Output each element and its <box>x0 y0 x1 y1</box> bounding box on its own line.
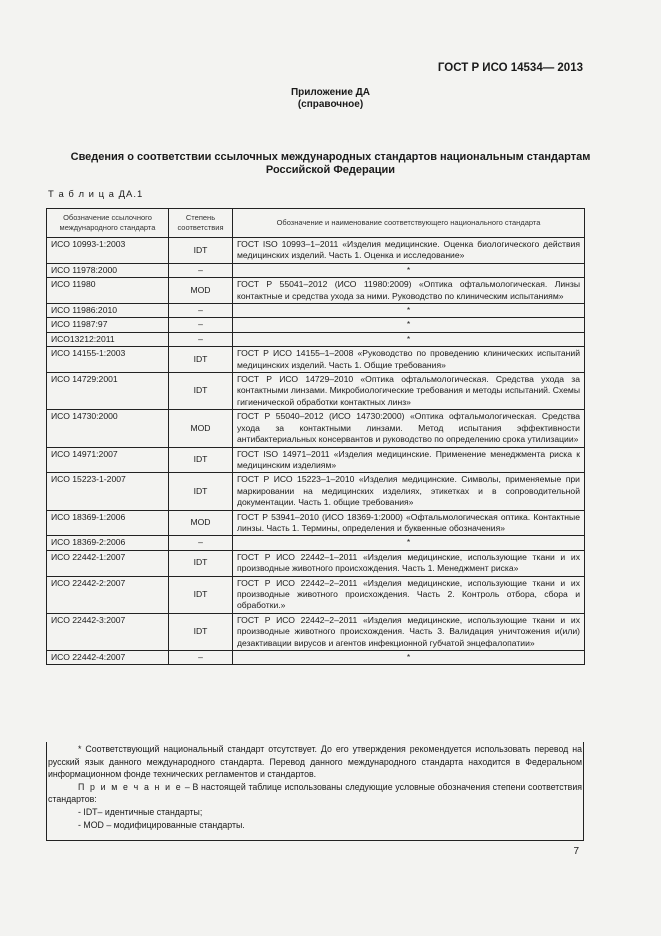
cell-international-standard: ИСО 22442-4:2007 <box>47 651 169 665</box>
cell-conformity-degree: IDT <box>169 447 233 473</box>
cell-national-standard: * <box>233 263 585 277</box>
cell-national-standard: * <box>233 536 585 550</box>
cell-national-standard: ГОСТ ISO 10993–1–2011 «Изделия медицинские. Оценка биологического действия медицинских изделий. Часть 1. Оценка и исследование» <box>233 238 585 264</box>
notes-border-bottom <box>46 840 584 841</box>
cell-conformity-degree: – <box>169 536 233 550</box>
table-row <box>47 318 585 332</box>
cell-conformity-degree: – <box>169 304 233 318</box>
table-row <box>47 373 585 410</box>
footnote: * Соответствующий национальный стандарт отсутствует. До его утверждения рекомендуется использовать перевод на русский язык данного международного стандарта. Перевод данного международного стандарта находится в Федеральном информационном фонде технических регламентов и стандартов. <box>48 744 582 780</box>
cell-international-standard: ИСО 11978:2000 <box>47 263 169 277</box>
cell-international-standard: ИСО 14729:2001 <box>47 373 169 410</box>
document-code: ГОСТ Р ИСО 14534— 2013 <box>437 62 583 74</box>
table-body <box>47 238 585 665</box>
cell-national-standard: ГОСТ Р ИСО 22442–2–2011 «Изделия медицинские, использующие ткани и их производные животного происхождения. Часть 3. Валидация уничтожения и(или) дезактивации вирусов и агентов инфекционной губчатой энцефалопатии» <box>233 613 585 650</box>
table-row <box>47 347 585 373</box>
cell-international-standard: ИСО 22442-3:2007 <box>47 613 169 650</box>
table-row <box>47 510 585 536</box>
table-row <box>47 473 585 510</box>
appendix-subtitle: (справочное) <box>297 99 364 110</box>
cell-conformity-degree: – <box>169 332 233 346</box>
cell-national-standard: ГОСТ Р ИСО 14155–1–2008 «Руководство по проведению клинических испытаний медицинских изделий. Часть 1. Общие требования» <box>233 347 585 373</box>
cell-conformity-degree: – <box>169 263 233 277</box>
cell-national-standard: ГОСТ Р ИСО 15223–1–2010 «Изделия медицинские. Символы, применяемые при маркировании на медицинских изделиях, этикетках и в сопроводительной документации. Часть 1. общие требования» <box>233 473 585 510</box>
cell-conformity-degree: MOD <box>169 410 233 447</box>
cell-international-standard: ИСО 10993-1:2003 <box>47 238 169 264</box>
cell-national-standard: * <box>233 318 585 332</box>
cell-conformity-degree: IDT <box>169 473 233 510</box>
cell-national-standard: ГОСТ Р ИСО 22442–1–2011 «Изделия медицинские, использующие ткани и их производные животного происхождения. Часть 1. Менеджмент риска» <box>233 550 585 576</box>
table-row <box>47 536 585 550</box>
table-row <box>47 332 585 346</box>
cell-international-standard: ИСО 18369-1:2006 <box>47 510 169 536</box>
table-row <box>47 447 585 473</box>
table-caption: Т а б л и ц а ДА.1 <box>48 189 144 200</box>
page-number: 7 <box>573 846 579 857</box>
table-row <box>47 576 585 613</box>
table-row <box>47 550 585 576</box>
cell-conformity-degree: IDT <box>169 576 233 613</box>
notes-border-right <box>583 742 584 841</box>
header-conformity-degree: Степень соответствия <box>169 209 233 238</box>
cell-international-standard: ИСО13212:2011 <box>47 332 169 346</box>
standards-table <box>46 208 585 665</box>
cell-conformity-degree: MOD <box>169 278 233 304</box>
cell-international-standard: ИСО 14730:2000 <box>47 410 169 447</box>
table-row <box>47 304 585 318</box>
header-national-standard: Обозначение и наименование соответствующего национального стандарта <box>233 209 585 238</box>
cell-national-standard: ГОСТ Р 53941–2010 (ИСО 18369-1:2000) «Офтальмологическая оптика. Контактные линзы. Часть 1. Термины, определения и буквенные обозначения» <box>233 510 585 536</box>
cell-international-standard: ИСО 14155-1:2003 <box>47 347 169 373</box>
cell-conformity-degree: IDT <box>169 238 233 264</box>
section-heading <box>40 151 621 177</box>
cell-conformity-degree: – <box>169 651 233 665</box>
notes-border-left <box>46 742 47 841</box>
table-row <box>47 238 585 264</box>
cell-conformity-degree: IDT <box>169 613 233 650</box>
cell-national-standard: * <box>233 332 585 346</box>
section-heading-line2: Российской Федерации <box>265 164 396 176</box>
note-text: – В настоящей таблице использованы следующие условные обозначения степени соответствия стандартов: <box>48 781 583 805</box>
cell-international-standard: ИСО 11986:2010 <box>47 304 169 318</box>
table-header-row <box>47 209 585 238</box>
table-row <box>47 613 585 650</box>
cell-conformity-degree: MOD <box>169 510 233 536</box>
cell-conformity-degree: – <box>169 318 233 332</box>
cell-national-standard: ГОСТ Р ИСО 22442–2–2011 «Изделия медицинские, использующие ткани и их производные животного происхождения. Часть 2. Контроль отбора, сбора и обработки.» <box>233 576 585 613</box>
table-row <box>47 410 585 447</box>
cell-international-standard: ИСО 15223-1-2007 <box>47 473 169 510</box>
cell-conformity-degree: IDT <box>169 550 233 576</box>
note-paragraph <box>48 781 582 806</box>
cell-international-standard: ИСО 11980 <box>47 278 169 304</box>
cell-international-standard: ИСО 22442-2:2007 <box>47 576 169 613</box>
cell-national-standard: * <box>233 304 585 318</box>
cell-national-standard: ГОСТ Р 55040–2012 (ИСО 14730:2000) «Оптика офтальмологическая. Средства ухода за контактными линзами. Метод испытания эффективности антибактериальных консервантов и руководство по определению срока утилизации» <box>233 410 585 447</box>
cell-international-standard: ИСО 11987:97 <box>47 318 169 332</box>
cell-national-standard: * <box>233 651 585 665</box>
cell-international-standard: ИСО 18369-2:2006 <box>47 536 169 550</box>
cell-national-standard: ГОСТ Р 55041–2012 (ИСО 11980:2009) «Оптика офтальмологическая. Линзы контактные и средства ухода за ними. Руководство по клиническим испытаниям» <box>233 278 585 304</box>
table-row <box>47 263 585 277</box>
cell-national-standard: ГОСТ Р ИСО 14729–2010 «Оптика офтальмологическая. Средства ухода за контактными линзами. Микробиологические требования и методы испытаний. Схемы гигиенической обработки контактных линз» <box>233 373 585 410</box>
section-heading-line1: Сведения о соответствии ссылочных международных стандартов национальным стандартам <box>70 151 591 163</box>
appendix-title: Приложение ДА <box>290 87 371 98</box>
cell-international-standard: ИСО 22442-1:2007 <box>47 550 169 576</box>
cell-conformity-degree: IDT <box>169 373 233 410</box>
note-label: П р и м е ч а н и е <box>78 781 183 792</box>
cell-international-standard: ИСО 14971:2007 <box>47 447 169 473</box>
table-notes <box>48 743 582 831</box>
note-item-idt: - IDT– идентичные стандарты; <box>78 806 203 817</box>
table-row <box>47 278 585 304</box>
note-item-mod: - MOD – модифицированные стандарты. <box>78 819 245 830</box>
table-row <box>47 651 585 665</box>
cell-conformity-degree: IDT <box>169 347 233 373</box>
cell-national-standard: ГОСТ ISO 14971–2011 «Изделия медицинские. Применение менеджмента риска к медицинским изделиям» <box>233 447 585 473</box>
header-international-standard: Обозначение ссылочного международного стандарта <box>47 209 169 238</box>
appendix-heading <box>0 87 661 111</box>
